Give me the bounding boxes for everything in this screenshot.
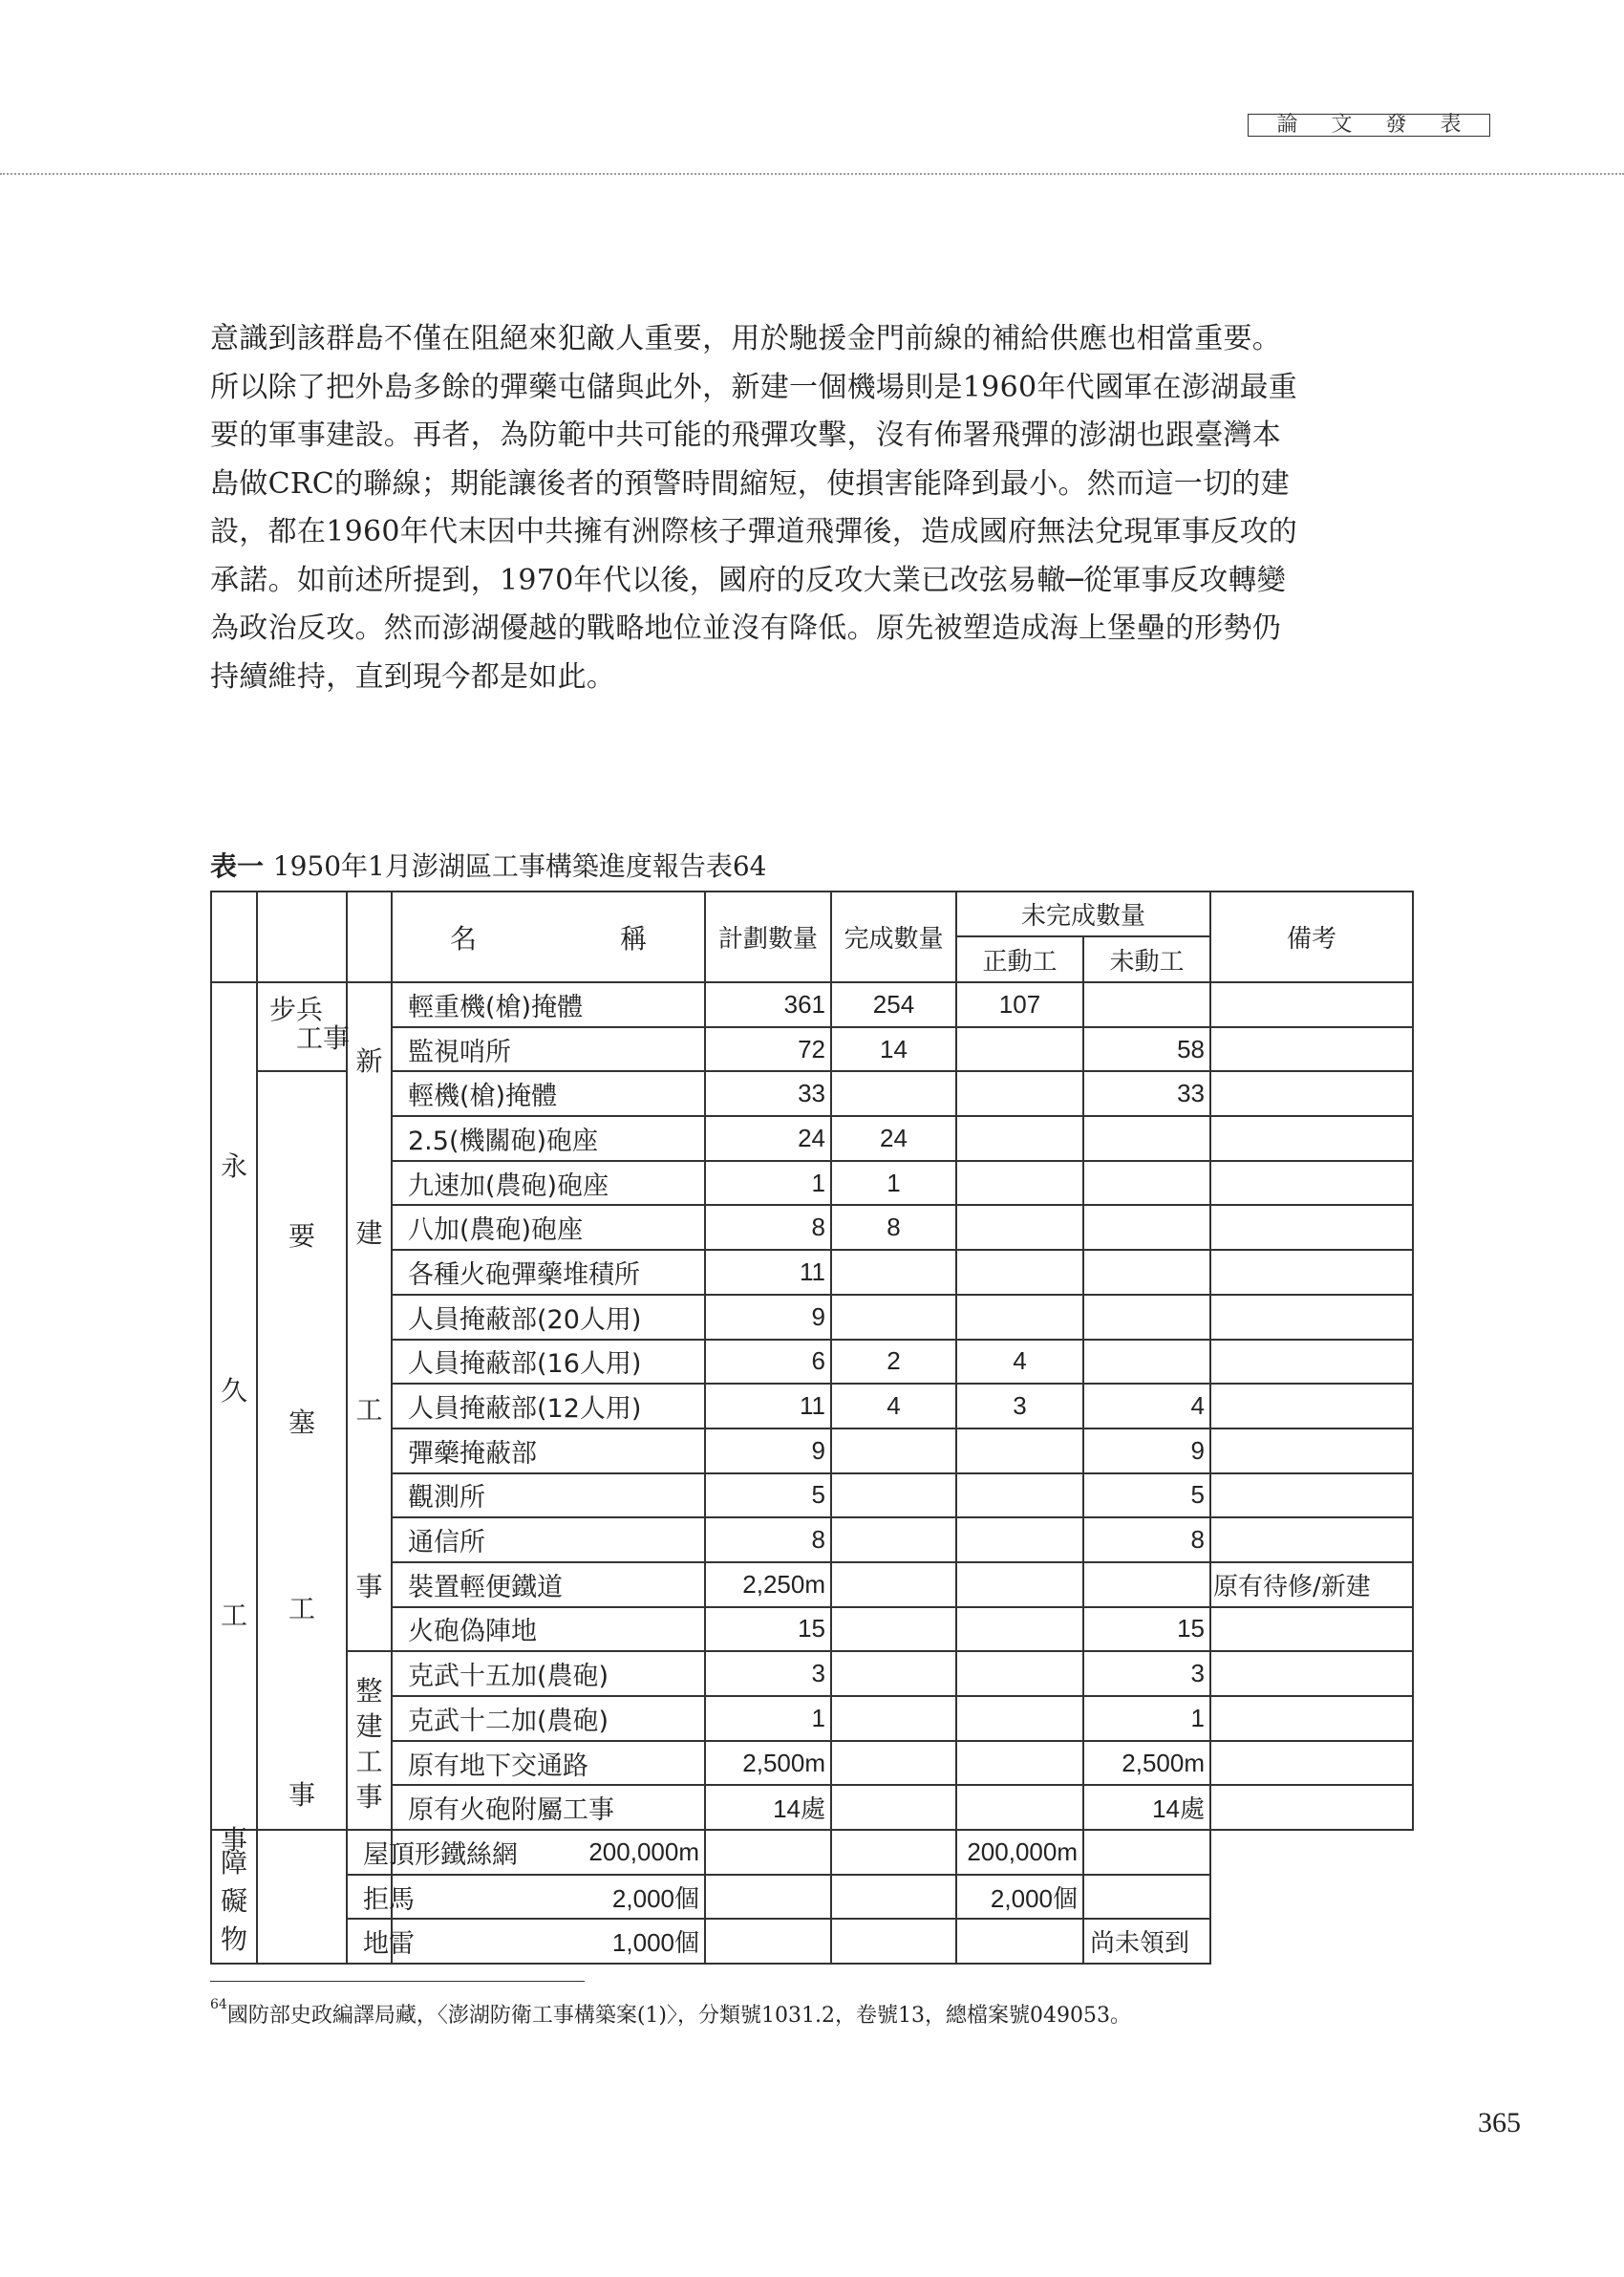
table-row: 人員掩蔽部(16人用) 6 2 4 (211, 1340, 1413, 1385)
table-row: 裝置輕便鐵道 2,250m 原有待修/新建 (211, 1562, 1413, 1607)
header-in-progress: 正動工 (956, 936, 1083, 982)
header-blank-2 (257, 891, 347, 982)
table-row: 障 礙 物 屋頂形鐵絲網 200,000m 200,000m (211, 1830, 1413, 1875)
header-incomplete: 未完成數量 (956, 891, 1210, 936)
section-header-label (1248, 114, 1490, 137)
body-line: 要的軍事建設。再者，為防範中共可能的飛彈攻擊，沒有佈署飛彈的澎湖也跟臺灣本 (210, 419, 1282, 452)
table-caption-prefix: 表一 (210, 850, 265, 882)
table-row: 彈藥掩蔽部 9 9 (211, 1428, 1413, 1473)
header-blank-1 (211, 891, 257, 982)
header-not-started: 未動工 (1083, 936, 1210, 982)
header-planned: 計劃數量 (705, 891, 831, 982)
table-footnote-ref: 64 (732, 850, 767, 882)
footnote-ref: 64 (210, 1997, 227, 2012)
table-row: 八加(農砲)砲座 8 8 (211, 1205, 1413, 1250)
body-paragraph (210, 315, 1416, 701)
section-header-text: 論 文 發 表 (1276, 113, 1475, 137)
header-blank-3 (347, 891, 392, 982)
table-row: 拒馬 2,000個 2,000個 (211, 1875, 1413, 1920)
header-name: 名 稱 (392, 891, 705, 982)
table-row: 克武十二加(農砲) 1 1 (211, 1696, 1413, 1741)
table-caption-text: 1950年1月澎湖區工事構築進度報告表 (272, 850, 733, 882)
table-caption (210, 846, 766, 884)
footnote (210, 1997, 1131, 2029)
group-rebuild: 整 建 工 事 (347, 1651, 392, 1830)
body-line: 意識到該群島不僅在阻絕來犯敵人重要，用於馳援金門前線的補給供應也相當重要。 (210, 322, 1282, 355)
body-line: 設，都在1960年代末因中共擁有洲際核子彈道飛彈後，造成國府無法兌現軍事反攻的 (210, 515, 1298, 548)
table-row: 地雷 1,000個 尚未領到 (211, 1919, 1413, 1964)
table-row: 2.5(機關砲)砲座 24 24 (211, 1116, 1413, 1161)
table-row: 原有火砲附屬工事 14處 14處 (211, 1785, 1413, 1830)
header-completed: 完成數量 (831, 891, 956, 982)
group-permanent-works: 永 久 工 事 (211, 982, 257, 1830)
body-line: 承諾。如前述所提到，1970年代以後，國府的反攻大業已改弦易轍─從軍事反攻轉變 (210, 563, 1287, 597)
body-line: 所以除了把外島多餘的彈藥屯儲與此外，新建一個機場則是1960年代國軍在澎湖最重 (210, 370, 1298, 404)
table-row: 要 塞 工 事 輕機(槍)掩體 33 33 (211, 1071, 1413, 1116)
table-row: 永 久 工 事 步兵 工事 新 建 工 事 輕重機(槍)掩體 361 254 107 (211, 982, 1413, 1027)
group-new-build: 新 建 工 事 (347, 982, 392, 1651)
header-divider (0, 173, 1624, 175)
table-row: 監視哨所 72 14 58 (211, 1027, 1413, 1072)
group-obstacles: 障 礙 物 (211, 1830, 257, 1964)
table-row: 通信所 8 8 (211, 1517, 1413, 1562)
header-remarks: 備考 (1210, 891, 1413, 982)
table-row: 整 建 工 事 克武十五加(農砲) 3 3 (211, 1651, 1413, 1696)
group-fortress-works: 要 塞 工 事 (257, 1071, 347, 1830)
group-infantry-works: 步兵 工事 (257, 982, 347, 1071)
table-row: 九速加(農砲)砲座 1 1 (211, 1161, 1413, 1206)
construction-progress-table (210, 891, 1414, 1965)
obstacles-blank (257, 1830, 347, 1964)
page-number: 365 (1478, 2107, 1521, 2138)
footnote-divider (210, 1981, 585, 1982)
table-row: 人員掩蔽部(12人用) 11 4 3 4 (211, 1384, 1413, 1428)
table-row: 原有地下交通路 2,500m 2,500m (211, 1741, 1413, 1786)
body-line: 持續維持，直到現今都是如此。 (210, 659, 616, 694)
table-header-row (211, 891, 1413, 936)
table-row: 人員掩蔽部(20人用) 9 (211, 1295, 1413, 1340)
table-row: 火砲偽陣地 15 15 (211, 1607, 1413, 1652)
table-row: 各種火砲彈藥堆積所 11 (211, 1250, 1413, 1295)
footnote-text: 國防部史政編譯局藏，〈澎湖防衛工事構築案(1)〉，分類號1031.2，卷號13，總檔案號049053。 (226, 2004, 1131, 2028)
body-line: 島做CRC的聯線；期能讓後者的預警時間縮短，使損害能降到最小。然而這一切的建 (210, 466, 1290, 501)
table-row: 觀測所 5 5 (211, 1473, 1413, 1518)
body-line: 為政治反攻。然而澎湖優越的戰略地位並沒有降低。原先被塑造成海上堡壘的形勢仍 (210, 612, 1282, 645)
